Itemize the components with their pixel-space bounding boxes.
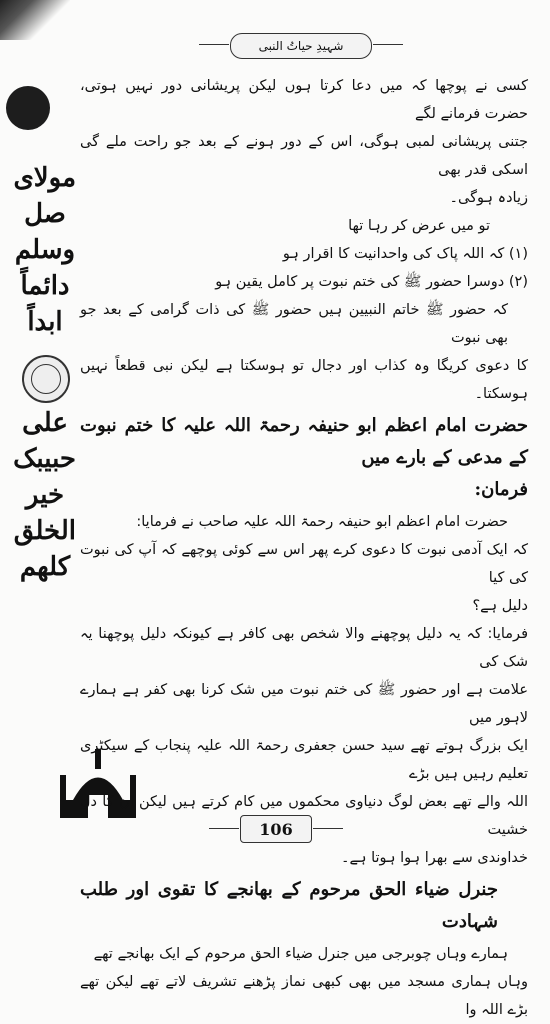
side-calligraphy-panel	[14, 160, 76, 740]
text-line: ایک بزرگ ہوتے تھے سید حسن جعفری رحمۃ اللہ علیہ پنجاب کے سیکٹری تعلیم رہیں ہیں بڑے	[80, 738, 528, 782]
text-line: کہ ایک آدمی نبوت کا دعوی کرے پھر اس سے کوئی پوچھے کہ آپ کی نبوت کی کیا	[80, 542, 528, 586]
paragraph-5	[80, 940, 528, 1024]
page-number	[240, 815, 312, 843]
running-title: شہیدِ حیاتُ النبی	[258, 39, 344, 53]
text-line: تو میں عرض کر رہا تھا	[348, 218, 490, 234]
paragraph-3	[80, 508, 528, 620]
section-heading-1	[80, 410, 528, 506]
side-verse-part-1: مولای صل وسلم دائماً ابداً	[13, 163, 76, 337]
seal-icon	[22, 355, 70, 403]
text-line: کا دعوی کریگا وہ کذاب اور دجال تو ہوسکتا ہے لیکن نبی قطعاً نہیں ہوسکتا۔	[80, 358, 528, 402]
page-body	[80, 72, 528, 1024]
list-item: (۱) کہ اللہ پاک کی واحدانیت کا اقرار ہو	[282, 246, 528, 262]
paragraph-1	[80, 72, 528, 212]
intro-line	[80, 212, 528, 240]
text-line: ہمارے وہاں چوبرجی میں جنرل ضیاء الحق مرحوم کے ایک بھانجے تھے	[93, 946, 508, 962]
ornament-circle	[6, 86, 50, 130]
page-number-value: 106	[259, 819, 293, 839]
heading-line: جنرل ضیاء الحق مرحوم کے بھانجے کا تقوی اور طلب شہادت	[80, 879, 498, 932]
text-line: وہاں ہماری مسجد میں بھی کبھی نماز پڑھنے تشریف لاتے تھے لیکن تھے بڑے اللہ وا	[80, 974, 528, 1018]
text-line: علامت ہے اور حضور ﷺ کی ختم نبوت میں شک کرنا بھی کفر ہے ہمارے لاہور میں	[80, 682, 528, 726]
text-line: جتنی پریشانی لمبی ہوگی، اس کے دور ہونے کے بعد جو راحت ملے گی اسکی قدر بھی	[80, 134, 528, 178]
page-corner-shadow	[0, 0, 70, 40]
text-line: فرمایا: کہ یہ دلیل پوچھنے والا شخص بھی کافر ہے کیونکہ دلیل پوچھنا یہ شک کی	[80, 626, 528, 670]
text-line: زیادہ ہوگی۔	[449, 190, 528, 206]
text-line: حضرت امام اعظم ابو حنیفہ رحمۃ اللہ علیہ صاحب نے فرمایا:	[136, 514, 508, 530]
paragraph-2	[80, 296, 528, 408]
text-line: خداوندی سے بھرا ہوا ہوتا ہے۔	[341, 850, 528, 866]
side-verse-part-2: علی حبیبک خیر الخلق کلھم	[13, 408, 76, 582]
heading-line: فرمان:	[474, 479, 528, 500]
text-line: کسی نے پوچھا کہ میں دعا کرتا ہوں لیکن پریشانی دور نہیں ہوتی، حضرت فرمانے لگے	[80, 78, 528, 122]
heading-line: حضرت امام اعظم ابو حنیفہ رحمۃ اللہ علیہ کا ختم نبوت کے مدعی کے بارے میں	[80, 415, 528, 468]
section-heading-2	[80, 874, 528, 938]
running-header	[230, 33, 372, 59]
text-line: اللہ والے تھے بعض لوگ دنیاوی محکموں میں کام کرتے ہیں لیکن ان کا دل خشیت	[80, 794, 528, 838]
text-line: کہ حضور ﷺ خاتم النبیین ہیں حضور ﷺ کی ذات گرامی کے بعد جو بھی نبوت	[80, 302, 508, 346]
list-item: (۲) دوسرا حضور ﷺ کی ختم نبوت پر کامل یقین ہو	[215, 274, 528, 290]
numbered-list	[80, 240, 528, 296]
text-line: دلیل ہے؟	[472, 598, 528, 614]
